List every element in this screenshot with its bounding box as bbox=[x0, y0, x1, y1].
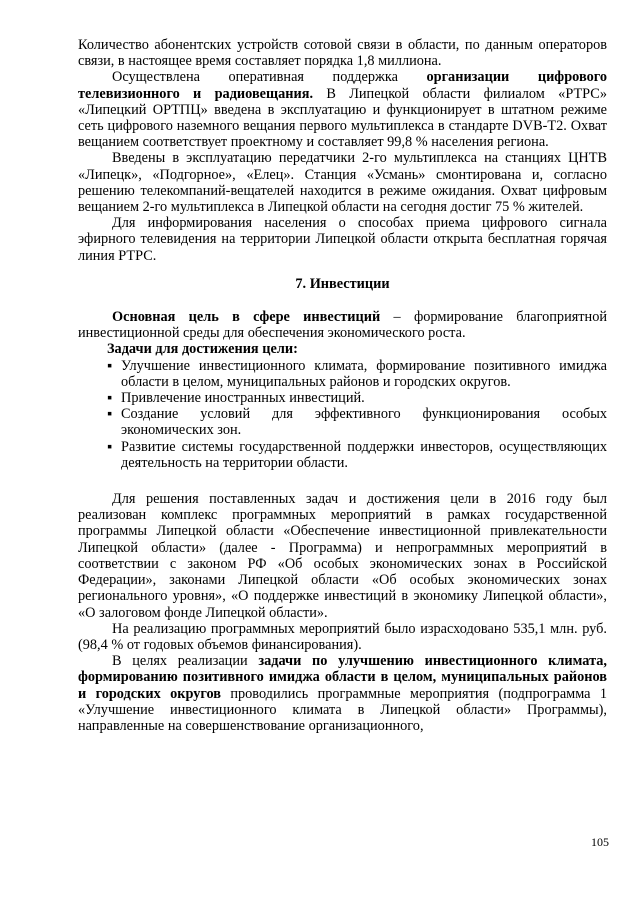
document-page bbox=[78, 37, 607, 734]
list-item-text: Улучшение инвестиционного климата, формирование позитивного имиджа области в целом, муниципальных районов и городских округов. bbox=[121, 357, 607, 390]
bullet-icon: ▪ bbox=[107, 406, 113, 423]
paragraph-hotline: Для информирования населения о способах приема цифрового сигнала эфирного телевидения на территории Липецкой области открыта бесплатная горячая линия РТРС. bbox=[78, 215, 607, 264]
paragraph-climate-task bbox=[78, 653, 607, 734]
paragraph-text: Осуществлена оперативная поддержка bbox=[112, 69, 427, 86]
list-item-text: Привлечение иностранных инвестиций. bbox=[121, 390, 365, 407]
page-number: 105 bbox=[591, 835, 609, 849]
list-item bbox=[78, 406, 607, 438]
bullet-icon: ▪ bbox=[107, 357, 113, 374]
list-item bbox=[78, 390, 607, 406]
paragraph-text: В Липецкой области филиалом «РТРС» «Липецкий ОРТПЦ» введена в эксплуатацию и функционирует в штатном режиме сеть цифрового наземного вещания первого мультиплекса в стандарте DVB-T2. Охват вещанием соответствует проектному и составляет 99,8 % населения региона. bbox=[78, 85, 607, 151]
list-item bbox=[78, 358, 607, 390]
paragraph-second-multiplex: Введены в эксплуатацию передатчики 2-го мультиплекса на станциях ЦНТВ «Липецк», «Подгорное», «Елец». Станция «Усмань» смонтирована и, согласно решению телекомпаний-вещателей находится в режиме ожидания. Охват цифровым вещанием 2-го мультиплекса в Липецкой области на сегодня достиг 75 % жителей. bbox=[78, 150, 607, 216]
list-item-text: Развитие системы государственной поддержки инвесторов, осуществляющих деятельность на территории области. bbox=[121, 438, 607, 471]
bullet-icon: ▪ bbox=[107, 438, 113, 455]
section-heading: 7. Инвестиции bbox=[295, 275, 390, 292]
goal-label: Основная цель в сфере инвестиций bbox=[112, 309, 381, 326]
paragraph-spending: На реализацию программных мероприятий было израсходовано 535,1 млн. руб. (98,4 % от годовых объемов финансирования). bbox=[78, 620, 607, 653]
paragraph-digital-tv-support bbox=[78, 69, 607, 150]
paragraph-mobile-devices: Количество абонентских устройств сотовой связи в области, по данным операторов связи, в настоящее время составляет порядка 1,8 миллиона. bbox=[78, 37, 607, 70]
list-item bbox=[78, 439, 607, 471]
tasks-title: Задачи для достижения цели: bbox=[107, 341, 298, 358]
goal-text: – формирование благоприятной инвестиционной среды для обеспечения экономического роста. bbox=[78, 309, 608, 342]
bullet-icon: ▪ bbox=[107, 390, 113, 407]
paragraph-text: В целях реализации bbox=[112, 653, 259, 670]
paragraph-text: проводились программные мероприятия (подпрограмма 1 «Улучшение инвестиционного климата в Липецкой области» Программы), направленные на совершенствование организационного, bbox=[78, 685, 607, 734]
paragraph-main-goal bbox=[78, 309, 607, 341]
tasks-list bbox=[78, 358, 607, 471]
emphasis-text: организации цифрового телевизионного и радиовещания. bbox=[78, 69, 607, 102]
emphasis-text: задачи по улучшению инвестиционного климата, формированию позитивного имиджа области в целом, муниципальных районов и городских округов bbox=[78, 653, 607, 702]
paragraph-program-measures: Для решения поставленных задач и достижения цели в 2016 году был реализован комплекс программных мероприятий в рамках государственной программы Липецкой области «Обеспечение инвестиционной привлекательности Липецкой области» (далее - Программа) и непрограммных мероприятий в соответствии с законом РФ «Об особых экономических зонах в Российской Федерации», законами Липецкой области «Об особых экономических зонах регионального уровня», «О поддержке инвестиций в экономику Липецкой области», «О залоговом фонде Липецкой области». bbox=[78, 491, 607, 621]
list-item-text: Создание условий для эффективного функционирования особых экономических зон. bbox=[121, 406, 607, 439]
